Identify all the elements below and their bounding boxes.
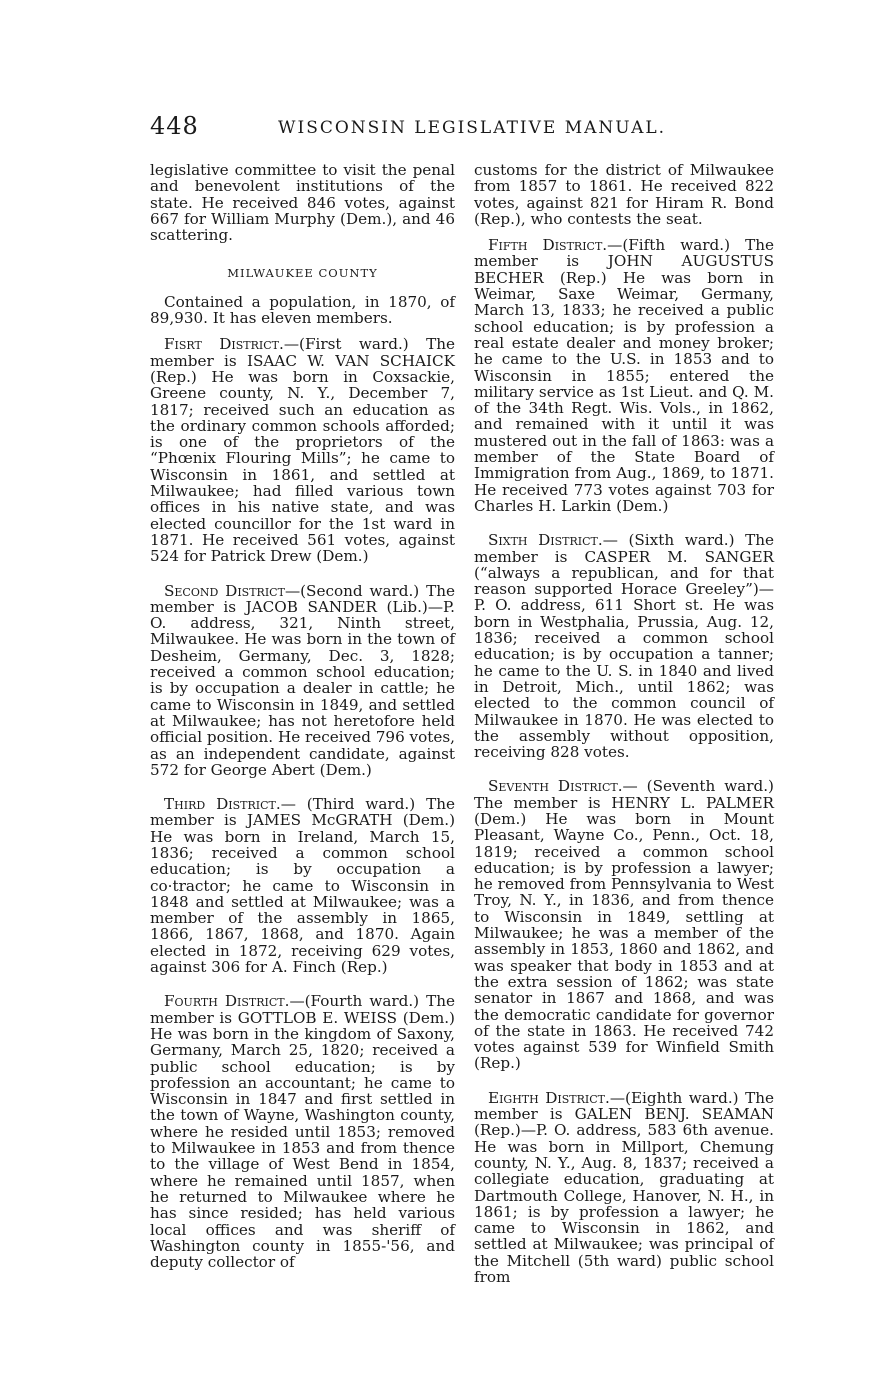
running-head: WISCONSIN LEGISLATIVE MANUAL. [278, 118, 667, 138]
sixth-district-entry [474, 532, 774, 760]
eighth-district-entry [474, 1090, 774, 1286]
population-paragraph: Contained a population, in 1870, of 89,930. It has eleven members. [150, 292, 455, 328]
intro-paragraph: legislative committee to visit the penal and benevolent institutions of the state. He received 846 votes, against 667 for William Murphy (Dem.), and 46 scattering. [150, 161, 455, 245]
first-district-heading: Fisrt District. [164, 335, 284, 354]
right-column [474, 162, 774, 1285]
fourth-district-text: —(Fourth ward.) The member is GOTTLOB E. WEISS (Dem.) He was born in the kingdom of Saxony, Germany, March 25, 1820; received a public school education; is by profession an accountant; he came to Wisconsin in 1847 and first settled in the town of Wayne, Washington county, where he resided until 1853; removed to Milwaukee in 1853 and from thence to the village of West Bend in 1854, where he remained until 1857, when he returned to Milwaukee where he has since resided; has held various local offices and was sheriff of Washington county in 1855-'56, and deputy collector of [150, 992, 455, 1272]
left-column [150, 162, 455, 1270]
fifth-district-heading: Fifth District. [488, 236, 608, 255]
second-district-entry [150, 583, 455, 779]
sixth-district-heading: Sixth District. [488, 531, 603, 550]
third-district-text: — (Third ward.) The member is JAMES McGRATH (Dem.) He was born in Ireland, March 15, 1836; received a common school education; is by occupation a co·tractor; he came to Wisconsin in 1848 and settled at Milwaukee; was a member of the assembly in 1865, 1866, 1867, 1868, and 1870. Again elected in 1872, receiving 629 votes, against 306 for A. Finch (Rep.) [150, 795, 455, 977]
page-number: 448 [150, 112, 199, 140]
fifth-district-entry [474, 237, 774, 514]
first-district-text: —(First ward.) The member is ISAAC W. VAN SCHAICK (Rep.) He was born in Coxsackie, Greene county, N. Y., December 7, 1817; received such an education as the ordinary common schools afforded; is one of the proprietors of the “Phœnix Flouring Mills”; he came to Wisconsin in 1861, and settled at Milwaukee; had filled various town offices in his native state, and was elected councillor for the 1st ward in 1871. He received 561 votes, against 524 for Patrick Drew (Dem.) [150, 335, 455, 566]
eighth-district-text: —(Eighth ward.) The member is GALEN BENJ. SEAMAN (Rep.)—P. O. address, 583 6th avenue. He was born in Millport, Chemung county, N. Y., Aug. 8, 1837; received a collegiate education, graduating at Dartmouth College, Hanover, N. H., in 1861; is by profession a lawyer; he came to Wisconsin in 1862, and settled at Milwaukee; was principal of the Mitchell (5th ward) public school from [474, 1088, 774, 1286]
eighth-district-heading: Eighth District. [488, 1088, 610, 1107]
seventh-district-entry [474, 778, 774, 1071]
third-district-entry [150, 796, 455, 975]
seventh-district-text: — (Seventh ward.) The member is HENRY L. PALMER (Dem.) He was born in Mount Pleasant, Wayne Co., Penn., Oct. 18, 1819; received a common school education; is by profession a lawyer; he removed from Pennsylvania to West Troy, N. Y., in 1836, and from thence to Wisconsin in 1849, settling at Milwaukee; he was a member of the assembly in 1853, 1860 and 1862, and was speaker that body in 1853 and at the extra session of 1862; was state senator in 1867 and 1868, and was the democratic candidate for governor of the state in 1863. He received 742 votes against 539 for Winfield Smith (Rep.) [474, 777, 774, 1073]
seventh-district-heading: Seventh District. [488, 777, 623, 796]
fifth-district-text: —(Fifth ward.) The member is JOHN AUGUSTUS BECHER (Rep.) He was born in Weimar, Saxe Weimar, Germany, March 13, 1833; he received a public school education; is by profession a real estate dealer and money broker; he came to the U.S. in 1853 and to Wisconsin in 1855; entered the military service as 1st Lieut. and Q. M. of the 34th Regt. Wis. Vols., in 1862, and remained with it until it was mustered out in the fall of 1863: was a member of the State Board of Immigration from Aug., 1869, to 1871. He received 773 votes against 703 for Charles H. Larkin (Dem.) [474, 236, 774, 515]
fourth-district-heading: Fourth District. [164, 992, 290, 1011]
section-title: MILWAUKEE COUNTY [227, 266, 378, 281]
second-district-heading: Second District [164, 581, 285, 600]
page-header [150, 112, 770, 142]
sixth-district-text: — (Sixth ward.) The member is CASPER M. SANGER (“always a republican, and for that reason supported Horace Greeley”)—P. O. address, 611 Short st. He was born in Westphalia, Prussia, Aug. 12, 1836; received a common school education; is by occupation a tanner; he came to the U. S. in 1840 and lived in Detroit, Mich., until 1862; was elected to the common council of Milwaukee in 1870. He was elected to the assembly without opposition, receiving 828 votes. [474, 531, 774, 762]
second-district-text: —(Second ward.) The member is JACOB SANDER (Lib.)—P. O. address, 321, Ninth street, Milwaukee. He was born in the town of Desheim, Germany, Dec. 3, 1828; received a common school education; is by occupation a dealer in cattle; he came to Wisconsin in 1849, and settled at Milwaukee; has not heretofore held official position. He received 796 votes, as an independent candidate, against 572 for George Abert (Dem.) [150, 581, 455, 779]
third-district-heading: Third District. [164, 795, 281, 814]
first-district-entry [150, 336, 455, 564]
continuation-paragraph: customs for the district of Milwaukee from 1857 to 1861. He received 822 votes, against 821 for Hiram R. Bond (Rep.), who contests the seat. [474, 161, 774, 228]
fourth-district-entry [150, 993, 455, 1270]
